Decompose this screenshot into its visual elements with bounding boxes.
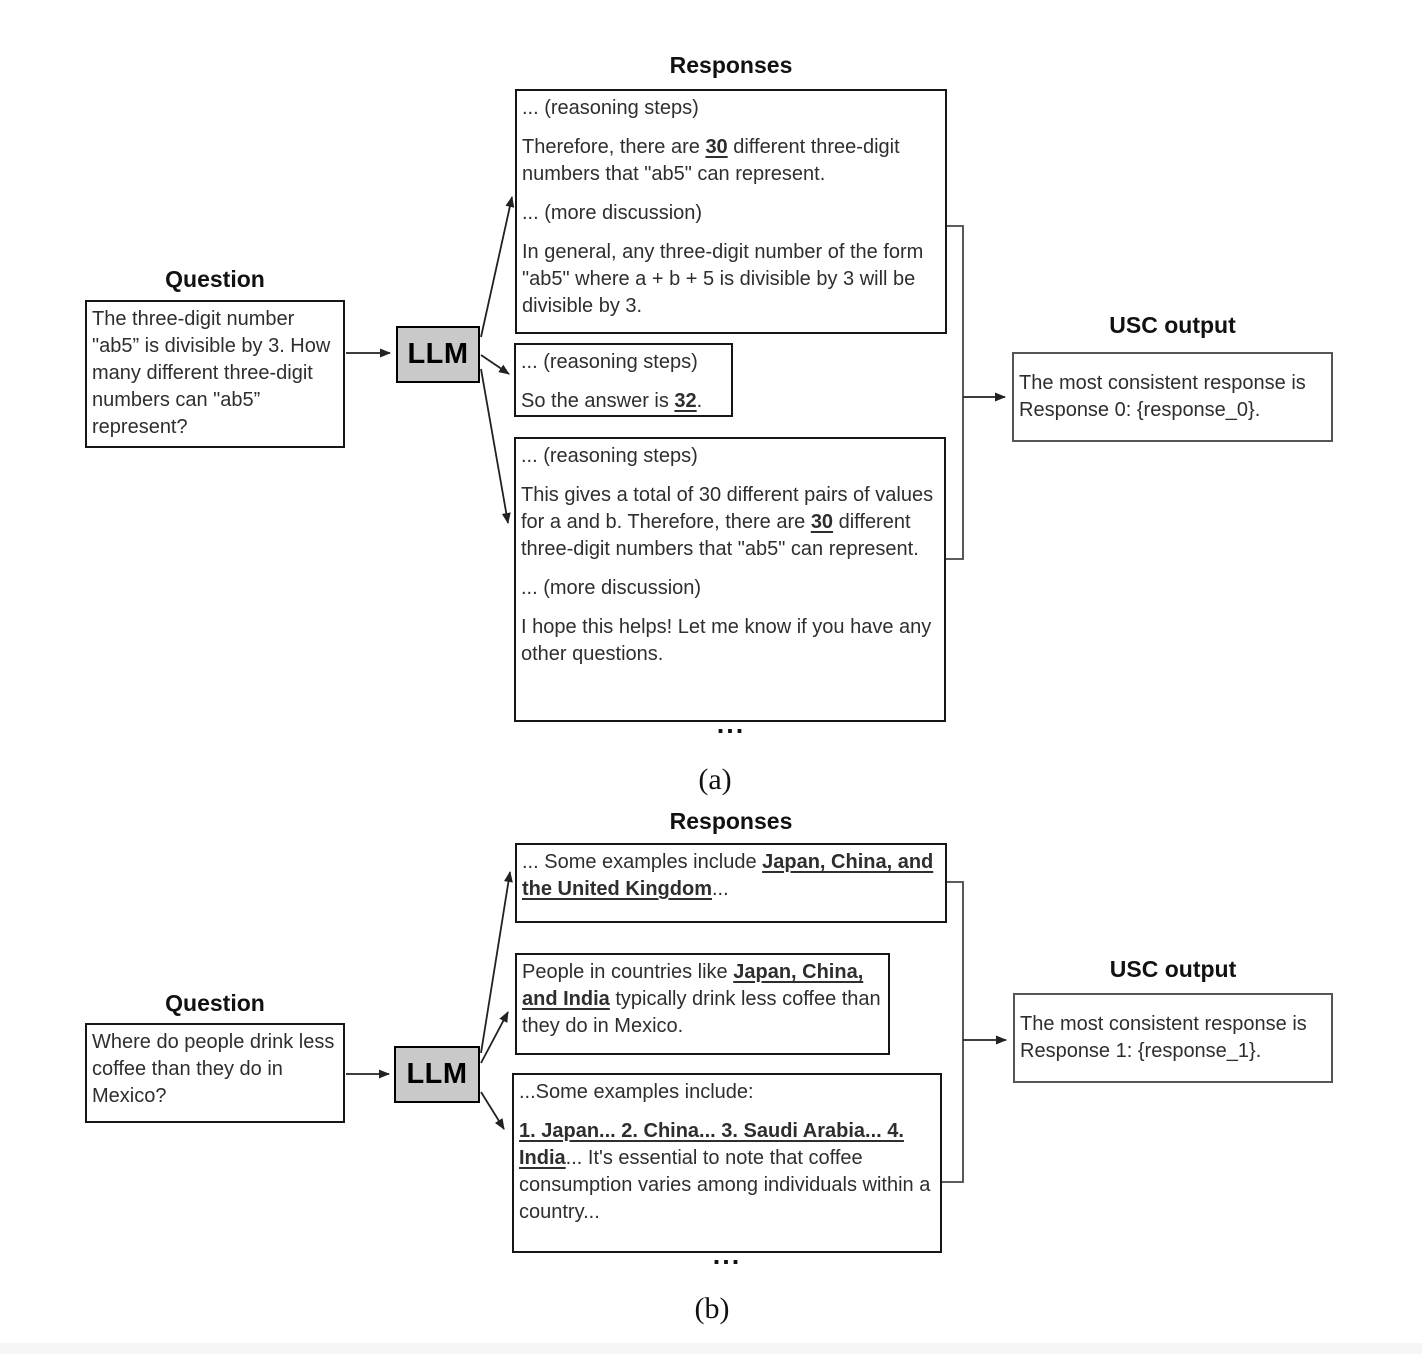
arrow-llm-to-response0-a: [481, 197, 512, 337]
usc-output-box-b: [1013, 993, 1333, 1083]
arrow-llm-to-response0-b: [481, 872, 510, 1053]
arrow-llm-to-response2-b: [481, 1092, 504, 1129]
usc-output-box-a: [1012, 352, 1333, 442]
response-paragraph: ... Some examples include Japan, China, and the United Kingdom...: [522, 851, 934, 900]
usc-output-text-a: The most consistent response is Response 0: {response_0}.: [1019, 372, 1306, 421]
llm-node-a: LLM: [396, 326, 480, 383]
responses-ellipsis-b: ...: [712, 1240, 742, 1270]
responses-bracket-b: [942, 882, 963, 1182]
responses-bracket-a: [946, 226, 963, 559]
response-paragraph: ...Some examples include:: [519, 1081, 754, 1103]
question-title-b: Question: [165, 990, 265, 1016]
usc-output-title-b: USC output: [1109, 956, 1237, 982]
response-box-b1: [515, 953, 890, 1055]
response-paragraph: 1. Japan... 2. China... 3. Saudi Arabia... 4. India... It's essential to note that coffee consumption varies among individuals within a country...: [519, 1120, 931, 1223]
question-text-b: Where do people drink less coffee than they do in Mexico?: [92, 1031, 335, 1107]
response-box-b0: [515, 843, 947, 923]
llm-node-b: LLM: [394, 1046, 480, 1103]
page-bottom-strip: [0, 1343, 1422, 1354]
response-paragraph: ... (more discussion): [522, 202, 703, 224]
response-box-a0: [515, 89, 947, 334]
subfigure-caption-a: (a): [698, 763, 732, 796]
response-paragraph: In general, any three-digit number of the form "ab5" where a + b + 5 is divisible by 3 will be divisible by 3.: [522, 241, 924, 317]
usc-output-title-a: USC output: [1109, 312, 1236, 338]
subfigure-caption-b: (b): [694, 1292, 730, 1325]
question-box-a: [85, 300, 345, 448]
question-text-a: The three-digit number "ab5” is divisible by 3. How many different three-digit numbers can "ab5” represent?: [92, 308, 331, 438]
arrow-llm-to-response1-a: [481, 355, 509, 374]
response-paragraph: ... (reasoning steps): [522, 97, 699, 119]
response-paragraph: I hope this helps! Let me know if you have any other questions.: [521, 616, 932, 665]
usc-output-text-b: The most consistent response is Response 1: {response_1}.: [1020, 1013, 1307, 1062]
question-box-b: [85, 1023, 345, 1123]
responses-title-b: Responses: [669, 808, 793, 834]
response-paragraph: People in countries like Japan, China, and India typically drink less coffee than they do in Mexico.: [522, 961, 881, 1037]
response-paragraph: ... (reasoning steps): [521, 445, 698, 467]
responses-title-a: Responses: [669, 52, 793, 78]
response-box-b2: [512, 1073, 942, 1253]
response-paragraph: ... (more discussion): [521, 577, 702, 599]
responses-ellipsis-a: ...: [716, 709, 746, 739]
response-box-a2: [514, 437, 946, 722]
response-paragraph: So the answer is 32.: [521, 390, 703, 412]
arrow-llm-to-response2-a: [481, 369, 508, 523]
response-box-a1: [514, 343, 733, 417]
question-title-a: Question: [165, 266, 265, 292]
response-paragraph: Therefore, there are 30 different three-digit numbers that "ab5" can represent.: [522, 136, 900, 185]
arrow-llm-to-response1-b: [481, 1012, 508, 1063]
response-paragraph: This gives a total of 30 different pairs of values for a and b. Therefore, there are 30 different three-digit numbers that "ab5" can represent.: [521, 484, 934, 560]
response-paragraph: ... (reasoning steps): [521, 351, 698, 373]
